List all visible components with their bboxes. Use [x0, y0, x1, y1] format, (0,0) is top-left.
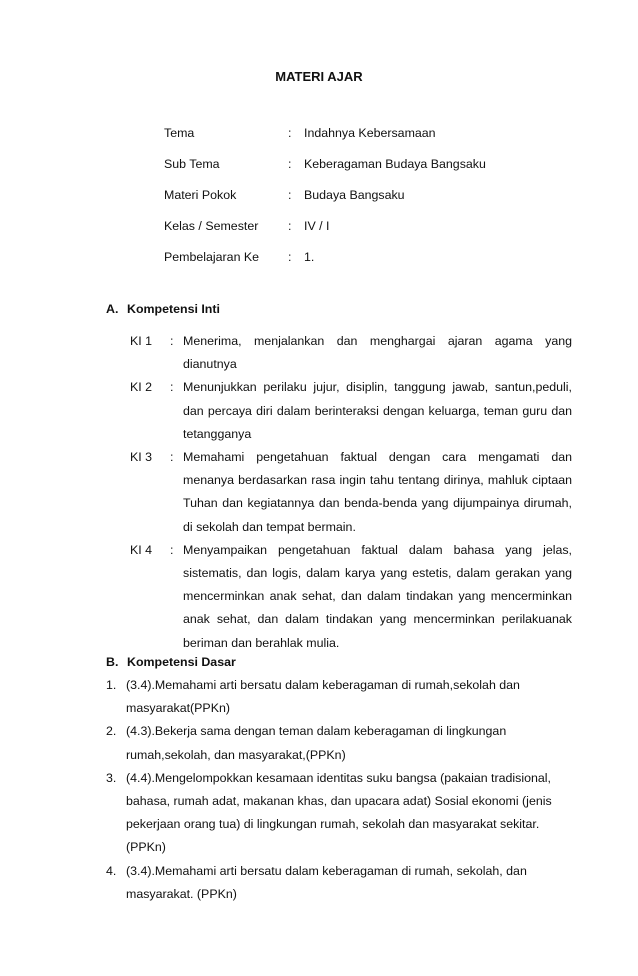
meta-value: 1. — [304, 250, 315, 264]
section-letter: B. — [106, 655, 119, 669]
ki-text: Menunjukkan perilaku jujur, disiplin, tanggung jawab, santun,peduli, dan percaya diri dalam berinteraksi dengan keluarga, teman guru dan tetangganya — [183, 380, 572, 441]
kd-item — [106, 674, 558, 720]
meta-label: Sub Tema — [164, 157, 220, 171]
ki-item — [130, 539, 572, 655]
meta-row-tema — [164, 118, 584, 149]
section-letter: A. — [106, 302, 119, 316]
ki-colon: : — [170, 380, 174, 395]
meta-colon: : — [288, 188, 292, 202]
meta-colon: : — [288, 126, 292, 140]
ki-item — [130, 446, 572, 539]
ki-colon: : — [170, 450, 174, 465]
meta-colon: : — [288, 219, 292, 233]
ki-code: KI 4 — [130, 542, 153, 557]
meta-row-pembelajaran-ke — [164, 242, 584, 273]
section-title: Kompetensi Inti — [127, 302, 220, 316]
ki-colon: : — [170, 334, 174, 348]
ki-text: Menerima, menjalankan dan menghargai ajaran agama yang dianutnya — [183, 334, 572, 372]
ki-text: Memahami pengetahuan faktual dengan cara mengamati dan menanya berdasarkan rasa ingin tahu tentang dirinya, mahluk ciptaan Tuhan dan kegiatannya dan benda-benda yang dijumpainya dirumah, di sekolah dan tempat bermain. — [183, 450, 572, 534]
metadata-table — [164, 118, 584, 273]
kd-item — [106, 860, 558, 906]
ki-item — [130, 330, 572, 376]
section-title: Kompetensi Dasar — [127, 655, 236, 669]
meta-row-sub-tema — [164, 149, 584, 180]
kompetensi-dasar-list — [106, 674, 558, 906]
kd-number: 2. — [106, 724, 117, 739]
kd-text: (4.4).Mengelompokkan kesamaan identitas suku bangsa (pakaian tradisional, bahasa, rumah adat, makanan khas, dan upacara adat) Sosial ekonomi (jenis pekerjaan orang tua) di lingkungan rumah, sekolah dan masyarakat sekitar. (PPKn) — [126, 770, 552, 855]
meta-value: Keberagaman Budaya Bangsaku — [304, 157, 486, 171]
meta-colon: : — [288, 157, 292, 171]
ki-code: KI 2 — [130, 380, 153, 395]
ki-code: KI 1 — [130, 334, 153, 348]
kd-item — [106, 720, 558, 766]
meta-colon: : — [288, 250, 292, 264]
meta-label: Kelas / Semester — [164, 219, 259, 233]
meta-label: Pembelajaran Ke — [164, 250, 260, 264]
kd-text: (4.3).Bekerja sama dengan teman dalam keberagaman di lingkungan rumah,sekolah, dan masyarakat,(PPKn) — [126, 724, 507, 762]
meta-row-kelas-semester — [164, 211, 584, 242]
kd-number: 3. — [106, 770, 117, 785]
meta-value: Indahnya Kebersamaan — [304, 126, 436, 140]
kompetensi-inti-list — [130, 330, 572, 655]
ki-code: KI 3 — [130, 450, 153, 465]
ki-text: Menyampaikan pengetahuan faktual dalam bahasa yang jelas, sistematis, dan logis, dalam karya yang estetis, dalam gerakan yang mencerminkan anak sehat, dan dalam tindakan yang mencerminkan anak sehat, dan dalam tindakan yang mencerminkan perilakuanak beriman dan berahlak mulia. — [183, 542, 572, 650]
page-title: MATERI AJAR — [275, 69, 363, 84]
meta-value: Budaya Bangsaku — [304, 188, 405, 202]
kd-number: 1. — [106, 678, 117, 692]
kd-item — [106, 767, 558, 860]
ki-item — [130, 376, 572, 446]
meta-row-materi-pokok — [164, 180, 584, 211]
meta-value: IV / I — [304, 219, 330, 233]
kd-number: 4. — [106, 863, 117, 878]
ki-colon: : — [170, 542, 174, 557]
kd-text: (3.4).Memahami arti bersatu dalam keberagaman di rumah, sekolah, dan masyarakat. (PPKn) — [126, 863, 527, 901]
meta-label: Materi Pokok — [164, 188, 237, 202]
meta-label: Tema — [164, 126, 195, 140]
kd-text: (3.4).Memahami arti bersatu dalam keberagaman di rumah,sekolah dan masyarakat(PPKn) — [126, 678, 520, 716]
